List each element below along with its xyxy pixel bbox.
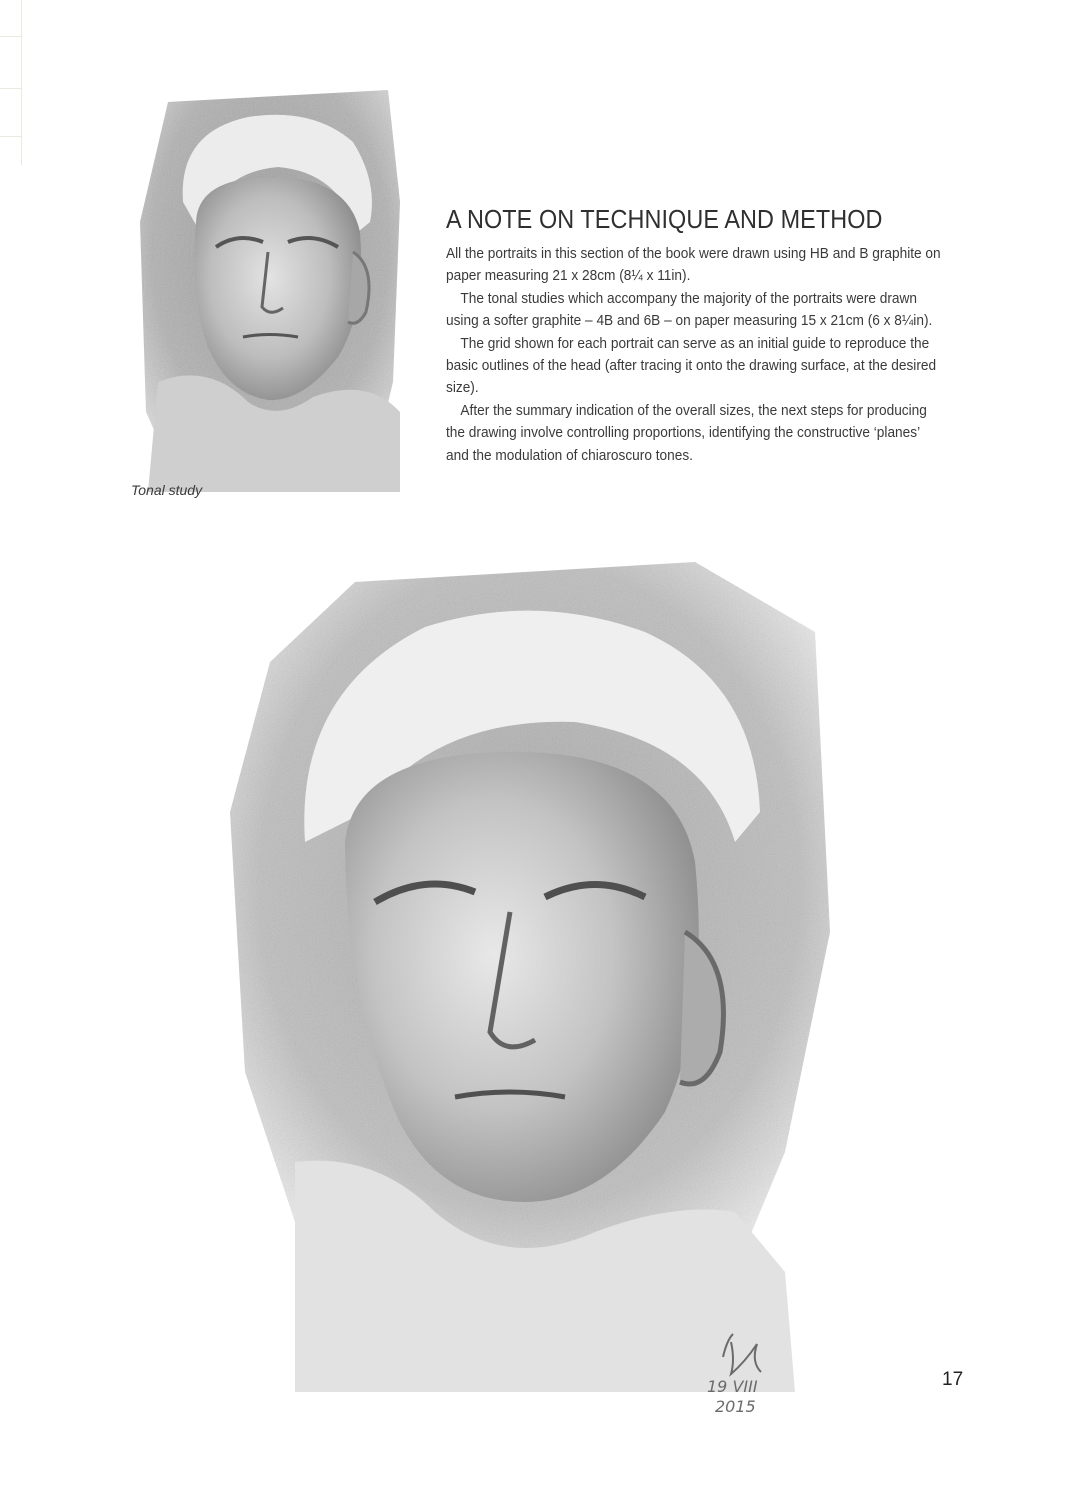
signature-date-line1: 19 VIII [707,1377,758,1396]
paragraph-next-steps: After the summary indication of the overall sizes, the next steps for producing the drawing involve controlling proportions, identifying the constructive ‘planes’ and the modulation of chiaroscuro tones. [446,401,927,464]
tonal-study-caption: Tonal study [131,482,203,498]
page-number: 17 [942,1369,964,1390]
margin-guides [0,0,24,165]
paragraph-tonal-studies: The tonal studies which accompany the majority of the portraits were drawn using a softer graphite – 4B and 6B – on paper measuring 15 x 21cm (6 x 8¼in). [446,289,933,330]
paragraph-grid: The grid shown for each portrait can serve as an initial guide to reproduce the basic outlines of the head (after tracing it onto the drawing surface, at the desired size). [446,334,937,397]
tonal-study-illustration [138,82,406,492]
technique-text-block [446,204,946,467]
paragraph-materials: All the portraits in this section of the book were drawn using HB and B graphite on paper measuring 21 x 28cm (8¼ x 11in). [446,245,941,285]
signature-date-line2: 2015 [715,1397,756,1416]
main-portrait-illustration [175,512,865,1417]
section-heading: A NOTE ON TECHNIQUE AND METHOD [446,204,883,234]
